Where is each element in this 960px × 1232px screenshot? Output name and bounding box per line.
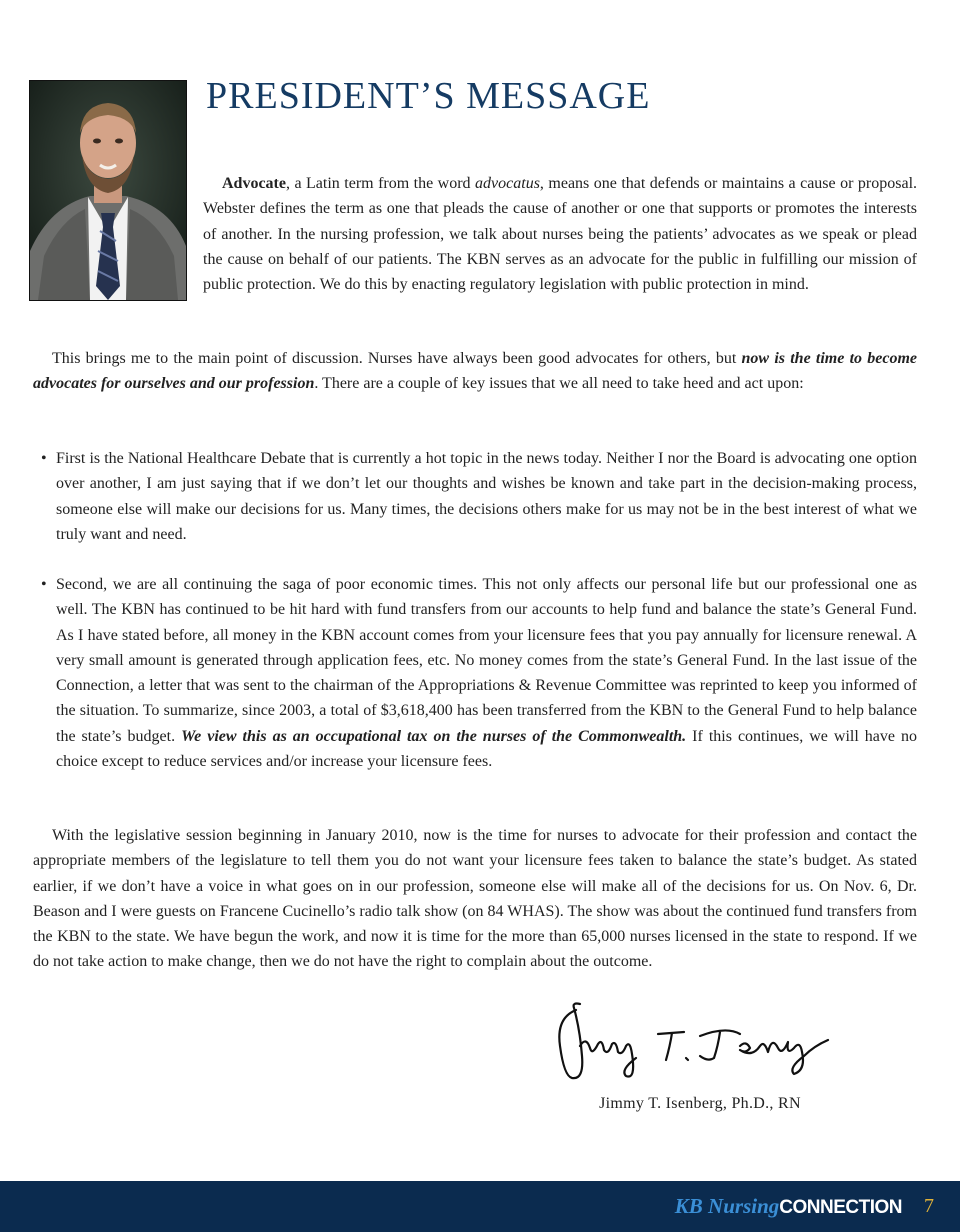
bullet-emphasis: We view this as an occupational tax on the nurses of the Commonwealth. xyxy=(181,727,687,745)
legislative-paragraph: With the legislative session beginning in January 2010, now is the time for nurses to advocate for their profession and contact the appropriate members of the legislature to tell them you do not want your licensure fees taken to balance the state’s budget. As stated earlier, if we don’t have a voice in what goes on in our profession, someone else will make all of the decisions for us. On Nov. 6, Dr. Beason and I were guests on Francene Cucinello’s radio talk show (on 84 WHAS). The show was about the continued fund transfers from the KBN to the state. We have begun the work, and now it is time for the more than 65,000 nurses licensed in the state to respond. If we do not take action to make change, then we do not have the right to complain about the outcome. xyxy=(33,827,917,971)
discussion-text-2: . There are a couple of key issues that we all need to take heed and act upon: xyxy=(314,375,804,393)
discussion-emphasis: now is the time to become advocates for ourselves and our profession xyxy=(33,350,917,393)
discussion-text-1: This brings me to the main point of discussion. Nurses have always been good advocates for others, but xyxy=(52,350,742,367)
page-title: PRESIDENT’S MESSAGE xyxy=(206,75,651,117)
footer-bar xyxy=(0,1181,960,1232)
intro-text-2: , means one that defends or maintains a cause or proposal. Webster defines the term as one that pleads the cause of another or one that supports or promotes the interests of another. In the nursing profession, we talk about nurses being the patients’ advocates as we speak or plead the cause on behalf of our patients. The KBN serves as an advocate for the public in fulfilling our mission of public protection. We do this by enacting regulatory legislation with public protection in mind. xyxy=(203,175,918,294)
bullet-icon: • xyxy=(41,576,47,593)
bullet-text-part-2: If this continues, we will have no choice except to reduce services and/or increase your licensure fees. xyxy=(56,727,918,771)
author-photo xyxy=(29,80,187,301)
signer-name: Jimmy T. Isenberg, Ph.D., RN xyxy=(599,1095,801,1112)
latin-term: advocatus xyxy=(475,175,540,192)
bullet-icon: • xyxy=(41,450,47,467)
bullet-text: First is the National Healthcare Debate that is currently a hot topic in the news today. Neither I nor the Board is advocating one option over another, I am just saying that if we don’t let our thoughts and wishes be known and take part in the decision-making process, someone else will make our decisions for us. Many times, the decisions others make for us may not be in the best interest of what we truly want and need. xyxy=(56,450,917,543)
bullet-item-healthcare xyxy=(33,446,917,547)
lead-word: Advocate xyxy=(222,175,286,192)
brand-part-1: KB Nursing xyxy=(674,1194,780,1218)
bullet-text-part-1: Second, we are all continuing the saga of poor economic times. This not only affects our personal life but our professional one as well. The KBN has continued to be hit hard with fund transfers from our accounts to help fund and balance the state’s General Fund. As I have stated before, all money in the KBN account comes from your licensure fees that you pay annually for licensure renewal. A very small amount is generated through application fees, etc. No money comes from the state’s General Fund. In the last issue of the Connection, a letter that was sent to the chairman of the Appropriations & Revenue Committee was reprinted to keep you informed of the situation. To summarize, since 2003, a total of $3,618,400 has been transferred from the KBN to the General Fund to help balance the state’s budget. xyxy=(56,576,917,745)
signature-image xyxy=(550,996,840,1086)
bullet-text xyxy=(56,572,917,774)
bullet-item-economy xyxy=(33,572,917,774)
discussion-paragraph xyxy=(33,346,917,397)
publication-brand xyxy=(675,1191,902,1223)
brand-part-2: CONNECTION xyxy=(779,1197,902,1218)
page-number: 7 xyxy=(924,1195,934,1217)
portrait-image xyxy=(30,81,186,300)
intro-paragraph xyxy=(203,171,917,297)
intro-text-1: , a Latin term from the word xyxy=(285,175,476,192)
